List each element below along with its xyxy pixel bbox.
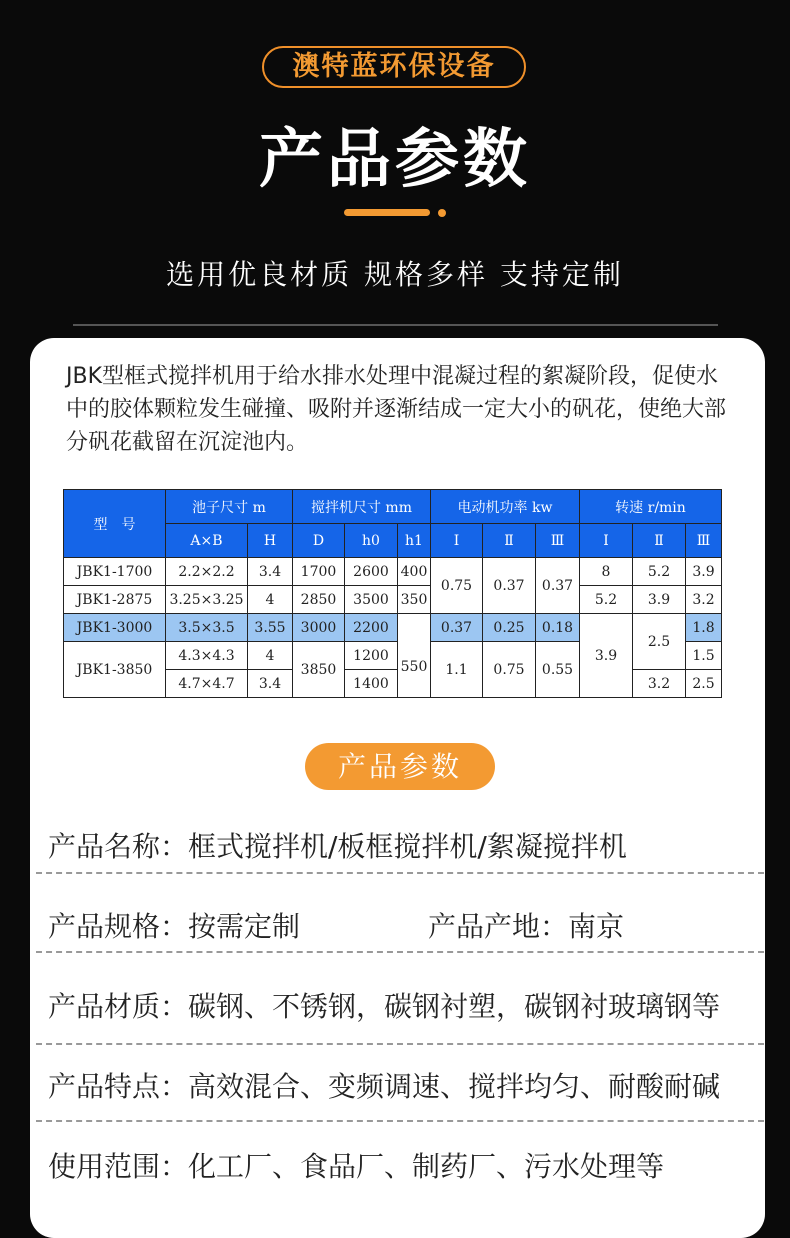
th-model: 型 号 xyxy=(64,490,166,558)
cell-ab: 4.7×4.7 xyxy=(166,670,248,698)
table-header-row xyxy=(64,490,722,524)
cell-speed-2: 3.9 xyxy=(633,586,686,614)
cell-power-2: 0.25 xyxy=(483,614,536,642)
cell-power-1: 0.75 xyxy=(431,558,483,614)
th-power-2: Ⅱ xyxy=(483,524,536,558)
cell-d: 2850 xyxy=(293,586,345,614)
th-h0: h0 xyxy=(345,524,398,558)
header-divider xyxy=(73,324,718,326)
cell-model: JBK1-1700 xyxy=(64,558,166,586)
param-features: 产品特点：高效混合、变频调速、搅拌均匀、耐酸耐碱 xyxy=(48,1070,721,1103)
th-h1: h1 xyxy=(398,524,431,558)
brand-badge: 澳特蓝环保设备 xyxy=(262,46,526,88)
th-pool-size: 池子尺寸 m xyxy=(166,490,293,524)
th-power-3: Ⅲ xyxy=(536,524,580,558)
cell-power-1: 1.1 xyxy=(431,642,483,698)
th-h: H xyxy=(248,524,293,558)
decorative-dot xyxy=(438,209,446,217)
cell-h: 3.4 xyxy=(248,558,293,586)
dashed-divider xyxy=(36,951,764,953)
cell-h1: 400 xyxy=(398,558,431,586)
th-motor-power: 电动机功率 kw xyxy=(431,490,580,524)
cell-speed-3: 3.9 xyxy=(686,558,722,586)
cell-speed-3: 3.2 xyxy=(686,586,722,614)
table-row-highlighted xyxy=(64,614,722,642)
page-title: 产品参数 xyxy=(259,123,531,197)
cell-power-3: 0.18 xyxy=(536,614,580,642)
cell-speed-2: 5.2 xyxy=(633,558,686,586)
cell-model: JBK1-3850 xyxy=(64,642,166,698)
cell-h: 4 xyxy=(248,642,293,670)
cell-h1: 550 xyxy=(398,614,431,698)
cell-d: 3850 xyxy=(293,642,345,698)
th-ab: A×B xyxy=(166,524,248,558)
cell-h: 3.4 xyxy=(248,670,293,698)
cell-model: JBK1-3000 xyxy=(64,614,166,642)
cell-h: 3.55 xyxy=(248,614,293,642)
dashed-divider xyxy=(36,1043,764,1045)
cell-speed-3: 2.5 xyxy=(686,670,722,698)
decorative-bar xyxy=(344,209,430,216)
cell-power-1: 0.37 xyxy=(431,614,483,642)
cell-power-3: 0.55 xyxy=(536,642,580,698)
param-origin: 产品产地：南京 xyxy=(428,910,625,943)
page-subtitle: 选用优良材质 规格多样 支持定制 xyxy=(166,258,624,291)
cell-speed-3: 1.8 xyxy=(686,614,722,642)
cell-h0: 1400 xyxy=(345,670,398,698)
cell-h0: 1200 xyxy=(345,642,398,670)
cell-speed-3: 1.5 xyxy=(686,642,722,670)
table-row xyxy=(64,558,722,586)
cell-h1: 350 xyxy=(398,586,431,614)
cell-h0: 2600 xyxy=(345,558,398,586)
cell-ab: 4.3×4.3 xyxy=(166,642,248,670)
cell-speed-2: 3.2 xyxy=(633,670,686,698)
cell-speed-2: 2.5 xyxy=(633,614,686,670)
dashed-divider xyxy=(36,872,764,874)
th-d: D xyxy=(293,524,345,558)
cell-power-2: 0.37 xyxy=(483,558,536,614)
th-speed-1: Ⅰ xyxy=(580,524,633,558)
cell-power-3: 0.37 xyxy=(536,558,580,614)
cell-model: JBK1-2875 xyxy=(64,586,166,614)
cell-d: 3000 xyxy=(293,614,345,642)
param-name: 产品名称：框式搅拌机/板框搅拌机/絮凝搅拌机 xyxy=(48,830,627,863)
cell-h0: 3500 xyxy=(345,586,398,614)
cell-d: 1700 xyxy=(293,558,345,586)
cell-h0: 2200 xyxy=(345,614,398,642)
param-spec: 产品规格：按需定制 xyxy=(48,910,301,943)
cell-ab: 3.25×3.25 xyxy=(166,586,248,614)
table-row xyxy=(64,586,722,614)
cell-power-2: 0.75 xyxy=(483,642,536,698)
section-label: 产品参数 xyxy=(305,743,495,790)
intro-paragraph: JBK型框式搅拌机用于给水排水处理中混凝过程的絮凝阶段，促使水中的胶体颗粒发生碰撞、吸附并逐渐结成一定大小的矾花，使绝大部分矾花截留在沉淀池内。 xyxy=(66,364,727,455)
cell-speed-1: 3.9 xyxy=(580,614,633,698)
param-usage: 使用范围：化工厂、食品厂、制药厂、污水处理等 xyxy=(48,1150,665,1183)
cell-speed-1: 5.2 xyxy=(580,586,633,614)
param-material: 产品材质：碳钢、不锈钢，碳钢衬塑，碳钢衬玻璃钢等 xyxy=(48,990,721,1023)
cell-ab: 2.2×2.2 xyxy=(166,558,248,586)
dashed-divider xyxy=(36,1120,764,1122)
cell-speed-1: 8 xyxy=(580,558,633,586)
th-mixer-size: 搅拌机尺寸 mm xyxy=(293,490,431,524)
th-power-1: Ⅰ xyxy=(431,524,483,558)
th-speed: 转速 r/min xyxy=(580,490,722,524)
spec-table xyxy=(63,489,722,698)
cell-ab: 3.5×3.5 xyxy=(166,614,248,642)
th-speed-3: Ⅲ xyxy=(686,524,722,558)
th-speed-2: Ⅱ xyxy=(633,524,686,558)
cell-h: 4 xyxy=(248,586,293,614)
